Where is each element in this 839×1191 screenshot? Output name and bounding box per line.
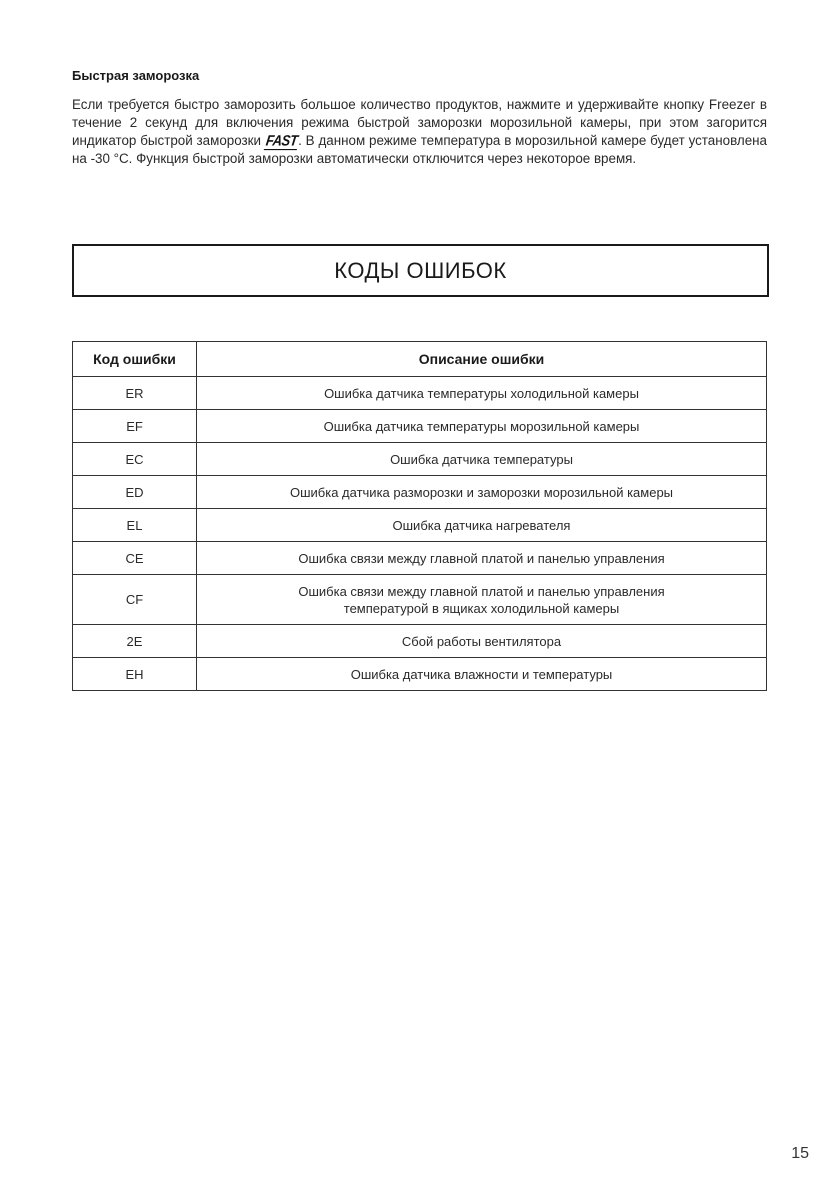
table-row bbox=[73, 377, 767, 410]
error-description: Ошибка датчика нагревателя bbox=[197, 509, 767, 542]
error-codes-table bbox=[72, 341, 767, 691]
fast-indicator-icon: FAST bbox=[264, 131, 299, 149]
paragraph-text-after: . В данном режиме температура в морозильной камере будет установлена на -30 °С. Функция быстрой заморозки автоматически отключится через некоторое время. bbox=[72, 133, 767, 166]
error-code: CE bbox=[73, 542, 197, 575]
table-row bbox=[73, 509, 767, 542]
error-description-line1: Ошибка связи между главной платой и панелью управления bbox=[298, 583, 665, 599]
error-description: Ошибка датчика температуры холодильной камеры bbox=[197, 377, 767, 410]
error-description-line2: температурой в ящиках холодильной камеры bbox=[343, 600, 620, 616]
error-description: Ошибка датчика влажности и температуры bbox=[197, 658, 767, 691]
error-codes-heading: КОДЫ ОШИБОК bbox=[334, 257, 507, 283]
error-description: Сбой работы вентилятора bbox=[197, 625, 767, 658]
error-code: 2E bbox=[73, 625, 197, 658]
error-code: EF bbox=[73, 410, 197, 443]
error-code: ER bbox=[73, 377, 197, 410]
error-code: ED bbox=[73, 476, 197, 509]
error-code: EH bbox=[73, 658, 197, 691]
fast-freeze-paragraph bbox=[72, 96, 767, 168]
error-code: EC bbox=[73, 443, 197, 476]
table-row bbox=[73, 410, 767, 443]
table-row bbox=[73, 443, 767, 476]
error-description bbox=[197, 575, 767, 625]
table-row bbox=[73, 542, 767, 575]
section-title: Быстрая заморозка bbox=[72, 68, 200, 83]
table-row bbox=[73, 625, 767, 658]
paragraph-text-before: Если требуется быстро заморозить большое количество продуктов, нажмите и удерживайте кнопку Freezer в течение 2 секунд для включения режима быстрой заморозки морозильной камеры, при этом загорится индикатор быстрой заморозки bbox=[72, 97, 767, 148]
error-description: Ошибка датчика температуры bbox=[197, 443, 767, 476]
header-code: Код ошибки bbox=[73, 342, 197, 377]
table-row bbox=[73, 476, 767, 509]
error-code: EL bbox=[73, 509, 197, 542]
error-description: Ошибка датчика температуры морозильной камеры bbox=[197, 410, 767, 443]
header-description: Описание ошибки bbox=[197, 342, 767, 377]
table-row bbox=[73, 658, 767, 691]
error-description: Ошибка датчика разморозки и заморозки морозильной камеры bbox=[197, 476, 767, 509]
page-number: 15 bbox=[791, 1145, 809, 1162]
error-code: CF bbox=[73, 575, 197, 625]
error-description: Ошибка связи между главной платой и панелью управления bbox=[197, 542, 767, 575]
error-codes-heading-box bbox=[72, 244, 769, 297]
table-row bbox=[73, 575, 767, 625]
table-header-row bbox=[73, 342, 767, 377]
